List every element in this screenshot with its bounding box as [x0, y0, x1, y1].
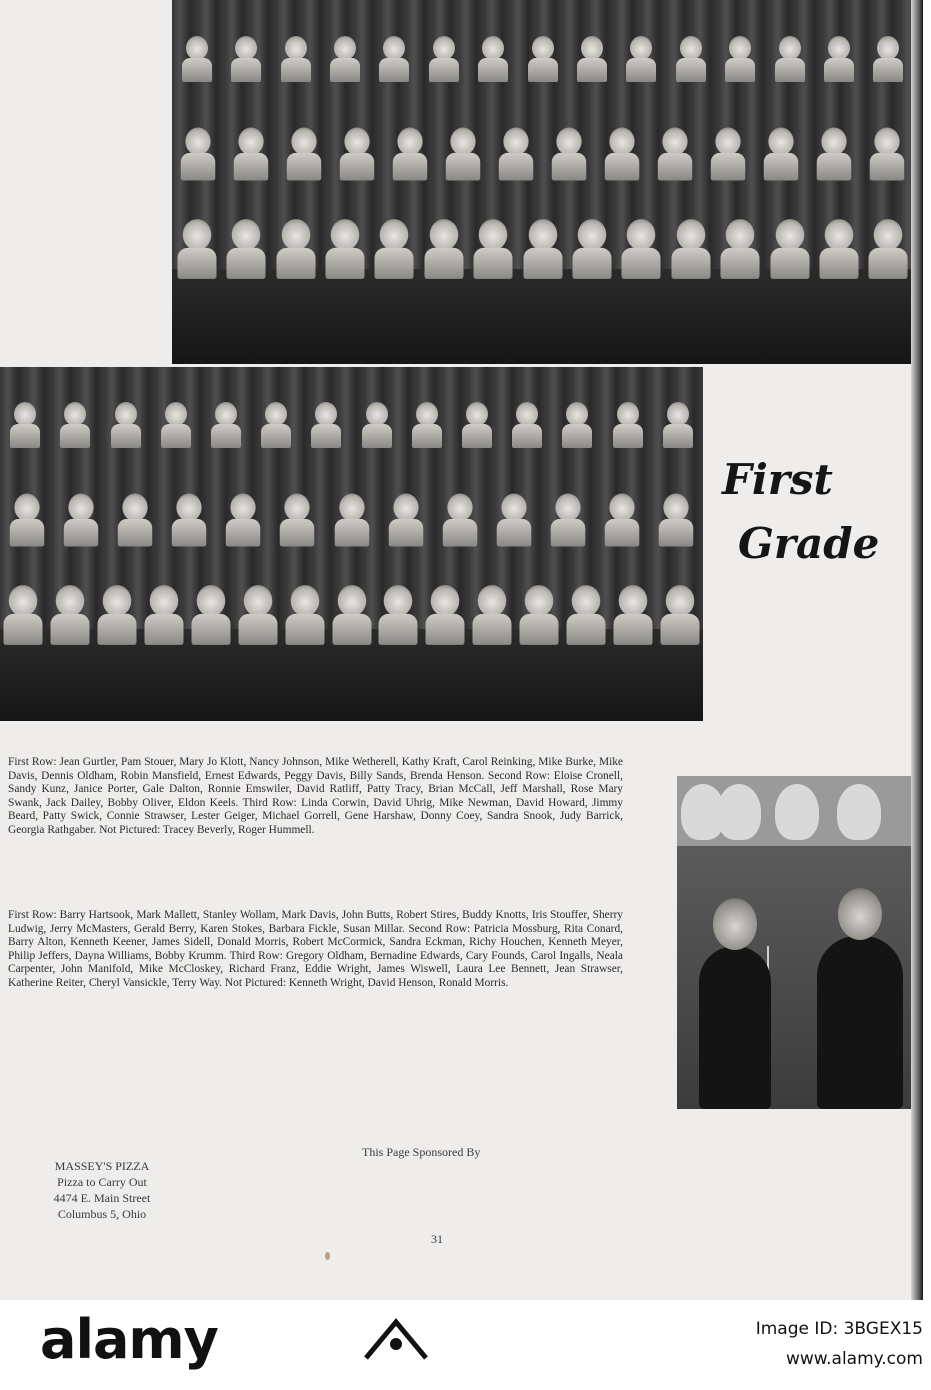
- student-figure: [181, 128, 216, 181]
- heading-line-grade: Grade: [738, 519, 880, 568]
- student-figure: [334, 494, 369, 547]
- watermark-meta: [756, 1314, 923, 1374]
- student-figure: [605, 494, 640, 547]
- student-figure: [473, 585, 512, 645]
- sponsor-block: [22, 1158, 182, 1222]
- page-spine-shadow: [911, 0, 923, 1300]
- watermark-url: www.alamy.com: [785, 1349, 923, 1369]
- student-figure: [671, 219, 710, 279]
- student-figure: [873, 36, 903, 82]
- student-figure: [869, 128, 904, 181]
- student-figure: [234, 128, 269, 181]
- teachers-photo: [677, 776, 918, 1109]
- student-figure: [145, 585, 184, 645]
- student-figure: [340, 128, 375, 181]
- student-figure: [474, 219, 513, 279]
- student-figure: [191, 585, 230, 645]
- student-figure: [551, 494, 586, 547]
- student-figure: [512, 402, 542, 448]
- student-figure: [659, 494, 694, 547]
- student-figure: [626, 36, 656, 82]
- class-photo-top: [172, 0, 913, 364]
- student-figure: [379, 36, 409, 82]
- student-figure: [613, 402, 643, 448]
- student-figure: [238, 585, 277, 645]
- student-figure: [562, 402, 592, 448]
- sponsor-street: 4474 E. Main Street: [53, 1191, 151, 1205]
- student-figure: [442, 494, 477, 547]
- student-figure: [281, 36, 311, 82]
- student-figure: [577, 36, 607, 82]
- student-figure: [660, 585, 699, 645]
- student-figure: [824, 36, 854, 82]
- student-figure: [118, 494, 153, 547]
- student-figure: [566, 585, 605, 645]
- student-figure: [676, 36, 706, 82]
- student-figure: [111, 402, 141, 448]
- student-figure: [285, 585, 324, 645]
- watermark-image-id: Image ID: 3BGEX15: [755, 1319, 923, 1339]
- sponsor-name: MASSEY'S PIZZA: [54, 1159, 150, 1173]
- student-figure: [98, 585, 137, 645]
- student-figure: [711, 128, 746, 181]
- student-figure: [605, 128, 640, 181]
- student-figure: [388, 494, 423, 547]
- class-photo-middle: [0, 367, 703, 721]
- student-figure: [519, 585, 558, 645]
- student-figure: [311, 402, 341, 448]
- student-figure: [446, 128, 481, 181]
- paper-blot: [325, 1252, 330, 1260]
- page-number: 31: [431, 1232, 443, 1246]
- student-figure: [658, 128, 693, 181]
- student-figure: [613, 585, 652, 645]
- sponsor-city: Columbus 5, Ohio: [57, 1207, 147, 1221]
- student-figure: [379, 585, 418, 645]
- student-figure: [4, 585, 43, 645]
- student-figure: [499, 128, 534, 181]
- student-figure: [816, 128, 851, 181]
- student-figure: [763, 128, 798, 181]
- student-figure: [261, 402, 291, 448]
- student-figure: [819, 219, 858, 279]
- sponsor-service: Pizza to Carry Out: [57, 1175, 147, 1189]
- heading-line-first: First: [722, 455, 833, 504]
- student-figure: [276, 219, 315, 279]
- student-figure: [523, 219, 562, 279]
- student-figure: [426, 585, 465, 645]
- student-figure: [161, 402, 191, 448]
- watermark-brand: alamy: [40, 1308, 218, 1371]
- student-figure: [770, 219, 809, 279]
- caption-class-1: First Row: Jean Gurtler, Pam Stouer, Mary Jo Klott, Nancy Johnson, Mike Wetherell, Kathy Kraft, Carol Reinking, Mike Burke, Mike Davis, Dennis Oldham, Robin Mansfield, Ernest Edwards, Peggy Davis, Billy Sands, Brenda Henson. Second Row: Eloise Cronell, Sandy Kunz, Janice Porter, Gale Dalton, Ronnie Emswiler, David Ratliff, Patty Tracy, Brian McCall, Jeff Marshall, Rose Mary Swank, Jack Dailey, Bobby Oliver, Eldon Keels. Third Row: Linda Corwin, David Uhrig, Mike Newman, David Howard, Jimmy Beard, Patty Swick, Connie Strawser, Lester Geiger, Michael Gorrell, Gene Harshaw, Donny Coey, Sandra Snook, Judy Barrick, Georgia Rathgaber. Not Pictured: Tracey Beverly, Roger Hummell.: [8, 756, 623, 836]
- student-figure: [51, 585, 90, 645]
- student-figure: [60, 402, 90, 448]
- student-figure: [393, 128, 428, 181]
- student-figure: [227, 219, 266, 279]
- student-figure: [362, 402, 392, 448]
- student-figure: [572, 219, 611, 279]
- student-figure: [725, 36, 755, 82]
- student-figure: [721, 219, 760, 279]
- student-figure: [622, 219, 661, 279]
- student-figure: [10, 494, 45, 547]
- student-figure: [280, 494, 315, 547]
- student-figure: [775, 36, 805, 82]
- student-figure: [226, 494, 261, 547]
- sponsor-heading: This Page Sponsored By: [362, 1145, 481, 1159]
- student-figure: [325, 219, 364, 279]
- student-figure: [10, 402, 40, 448]
- student-figure: [478, 36, 508, 82]
- teacher-left: [699, 946, 771, 1109]
- student-figure: [182, 36, 212, 82]
- student-figure: [528, 36, 558, 82]
- student-figure: [64, 494, 99, 547]
- watermark-banner: [0, 1300, 931, 1390]
- student-figure: [287, 128, 322, 181]
- student-figure: [462, 402, 492, 448]
- student-figure: [177, 219, 216, 279]
- student-figure: [429, 36, 459, 82]
- student-figure: [663, 402, 693, 448]
- caption-class-2: First Row: Barry Hartsook, Mark Mallett, Stanley Wollam, Mark Davis, John Butts, Robert Stires, Buddy Knotts, Iris Stouffer, Sherry Ludwig, Jerry McMasters, Gerald Berry, Karen Stokes, Barbara Fickle, Susan Millar. Second Row: Patricia Mossburg, Rita Conard, Barry Alton, Kenneth Keener, James Sidell, Donald Morris, Robert McCormick, Sandra Eckman, Richy Houchen, Kenneth Meyer, Philip Jeffers, Dayna Williams, Bobby Krumm. Third Row: Gregory Oldham, Bernadine Edwards, Cary Founds, Carol Ingalls, Neala Carpenter, John Manifold, Mike McCloskey, Richard Franz, Eddie Wright, James Wiswell, Laura Lee Bennett, Jean Strawser, Katherine Reiter, Cheryl Vansickle, Terry Way. Not Pictured: Kenneth Wright, David Henson, Ronald Morris.: [8, 909, 623, 989]
- student-figure: [231, 36, 261, 82]
- student-figure: [375, 219, 414, 279]
- student-figure: [330, 36, 360, 82]
- student-figure: [552, 128, 587, 181]
- student-figure: [424, 219, 463, 279]
- student-figure: [211, 402, 241, 448]
- page-heading: [722, 448, 882, 576]
- student-figure: [869, 219, 908, 279]
- student-figure: [412, 402, 442, 448]
- alamy-logo-icon: [360, 1318, 432, 1362]
- student-figure: [332, 585, 371, 645]
- teacher-right: [817, 936, 903, 1109]
- student-figure: [496, 494, 531, 547]
- student-figure: [172, 494, 207, 547]
